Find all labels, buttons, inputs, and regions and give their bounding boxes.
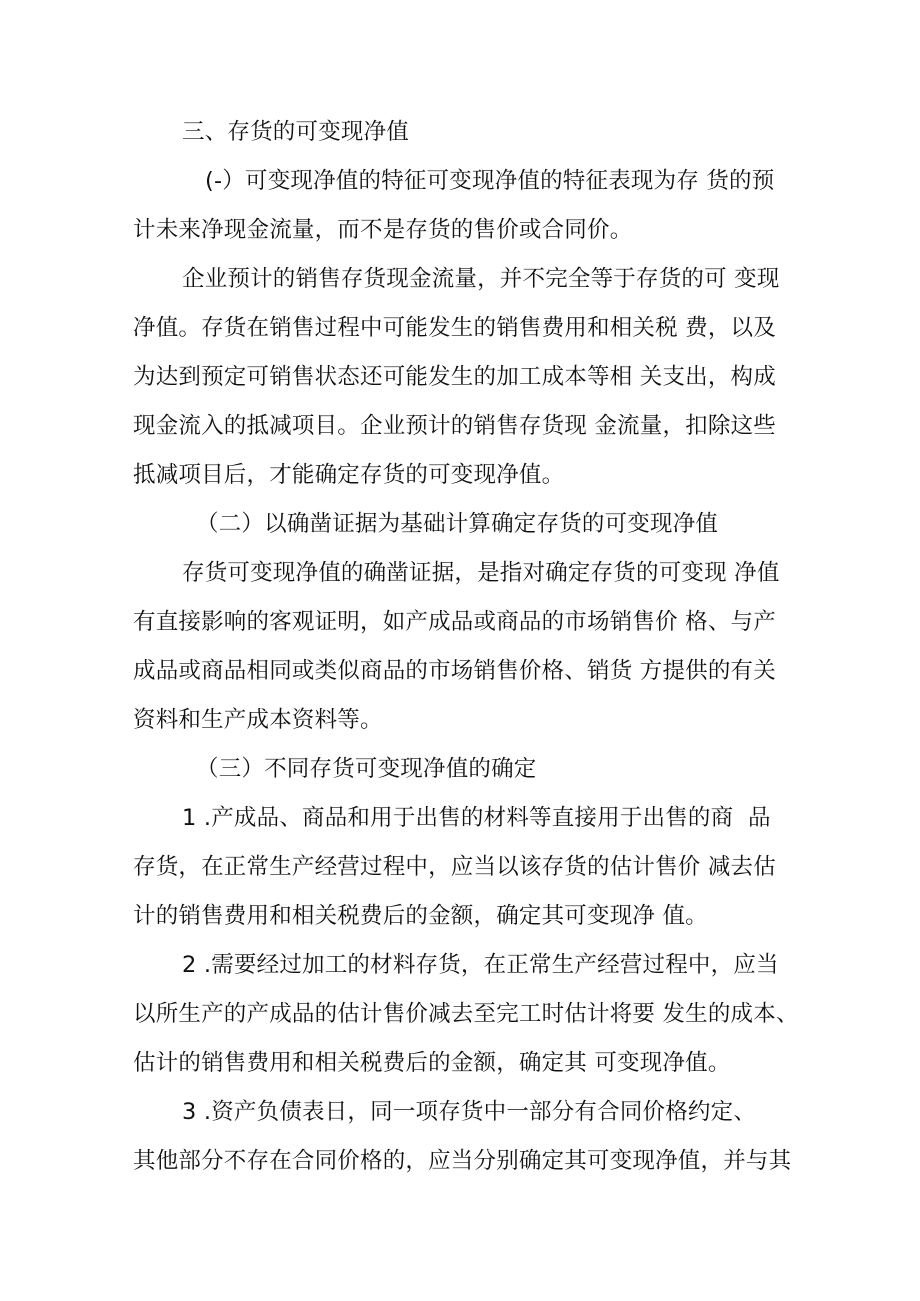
paragraph-line: 企业预计的销售存货现金流量，并不完全等于存货的可 变现 [182, 266, 780, 292]
paragraph-line: 存货可变现净值的确凿证据，是指对确定存货的可变现 净值 [182, 560, 780, 586]
paragraph-line: 资料和生产成本资料等。 [133, 707, 383, 733]
list-item-3-line-1: 3 .资产负债表日，同一项存货中一部分有合同价格约定、 [182, 1099, 757, 1125]
paragraph-line: 净值。存货在销售过程中可能发生的销售费用和相关税 费，以及 [133, 315, 776, 341]
paragraph-line: 以所生产的产成品的估计售价减去至完工时估计将要 发生的成本、 [133, 1001, 799, 1027]
subheading-2: （二）以确凿证据为基础计算确定存货的可变现净值 [196, 511, 719, 537]
section-heading-3: 三、存货的可变现净值 [182, 119, 410, 145]
list-item-2-line-1: 2 .需要经过加工的材料存货，在正常生产经营过程中，应当 [182, 952, 779, 978]
paragraph-line: 抵减项目后，才能确定存货的可变现净值。 [133, 462, 565, 488]
paragraph-line: 计的销售费用和相关税费后的金额，确定其可变现净 值。 [133, 903, 708, 929]
list-item-1-line-1: 1 .产成品、商品和用于出售的材料等直接用于出售的商 品 [182, 805, 771, 831]
paragraph-line: 现金流入的抵减项目。企业预计的销售存货现 金流量，扣除这些 [133, 413, 776, 439]
paragraph-line: 为达到预定可销售状态还可能发生的加工成本等相 关支出，构成 [133, 364, 776, 390]
subheading-3: （三）不同存货可变现净值的确定 [196, 756, 537, 782]
paragraph-line: 估计的销售费用和相关税费后的金额，确定其 可变现净值。 [133, 1050, 731, 1076]
subheading-1-line-1: (-）可变现净值的特征可变现净值的特征表现为存 货的预 [205, 168, 775, 194]
paragraph-line: 其他部分不存在合同价格的，应当分别确定其可变现净值，并与其 [133, 1148, 792, 1174]
paragraph-line: 成品或商品相同或类似商品的市场销售价格、销货 方提供的有关 [133, 658, 776, 684]
paragraph-line: 存货，在正常生产经营过程中，应当以该存货的估计售价 减去估 [133, 854, 776, 880]
paragraph-line: 有直接影响的客观证明，如产成品或商品的市场销售价 格、与产 [133, 609, 776, 635]
paragraph-line: 计未来净现金流量，而不是存货的售价或合同价。 [133, 217, 633, 243]
